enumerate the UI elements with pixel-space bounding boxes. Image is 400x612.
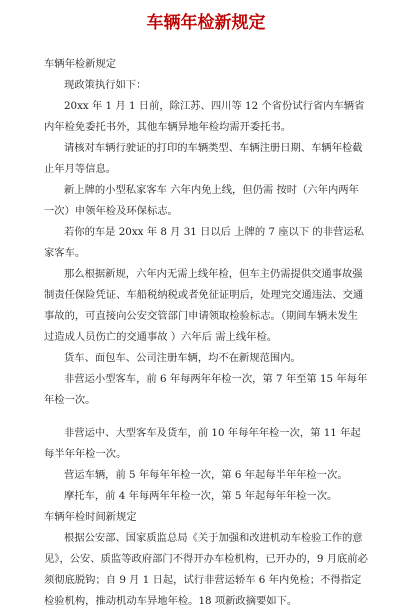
paragraph: 请核对车辆行驶证的打印的车辆类型、车辆注册日期、车辆年检截止年月等信息。 bbox=[44, 142, 363, 175]
paragraph: 新上牌的小型私家客车 六年内免上线，但仍需 按时（六年内两年一次）申领年检及环保标志。 bbox=[44, 184, 359, 217]
paragraph: 非营运中、大型客车及货车，前 10 年每年年检一次，第 11 年起每半年年检一次。 bbox=[44, 427, 361, 460]
paragraph: 营运车辆，前 5 年每年年检一次，第 6 年起每半年年检一次。 bbox=[64, 469, 348, 481]
paragraph: 若你的车是 20xx 年 8 月 31 日以后 上牌的 7 座以下 的非营运私家客车。 bbox=[44, 226, 364, 259]
paragraph: 摩托车，前 4 年每两年年检一次，第 5 年起每年年检一次。 bbox=[64, 490, 338, 502]
paragraph: 非营运小型客车，前 6 年每两年年检一次，第 7 年至第 15 年每年年检一次。 bbox=[44, 373, 368, 406]
section-heading: 车辆年检新规定 bbox=[44, 58, 117, 70]
paragraph: 根据公安部、国家质监总局《关于加强和改进机动车检验工作的意见》，公安、质监等政府部门不得开办车检机构，已开办的，9 月底前必须彻底脱钩；自 9 月 1 日起，试行非营运轿车 6 年内免检；不得指定检验机构，推动机动车异地年检。18 项新政摘要如下。 bbox=[44, 532, 368, 607]
section-heading: 车辆年检时间新规定 bbox=[44, 511, 137, 523]
paragraph: 那么根据新规，六年内无需上线年检，但车主仍需提供交通事故强制责任保险凭证、车船税纳税或者免征证明后，处理完交通违法、交通事故的，可直接向公安交管部门申请领取检验标志。（期间车辆未发生过造成人员伤亡的交通事故 ）六年后 需上线年检。 bbox=[44, 268, 364, 343]
paragraph: 货车、面包车、公司注册车辆，均不在新规范围内。 bbox=[64, 352, 301, 364]
paragraph: 20xx 年 1 月 1 日前，除江苏、四川等 12 个省份试行省内车辆省内年检免委托书外，其他车辆异地年检均需开委托书。 bbox=[44, 100, 365, 133]
paragraph: 现政策执行如下： bbox=[64, 79, 147, 91]
document-title: 车辆年检新规定 bbox=[146, 13, 266, 33]
